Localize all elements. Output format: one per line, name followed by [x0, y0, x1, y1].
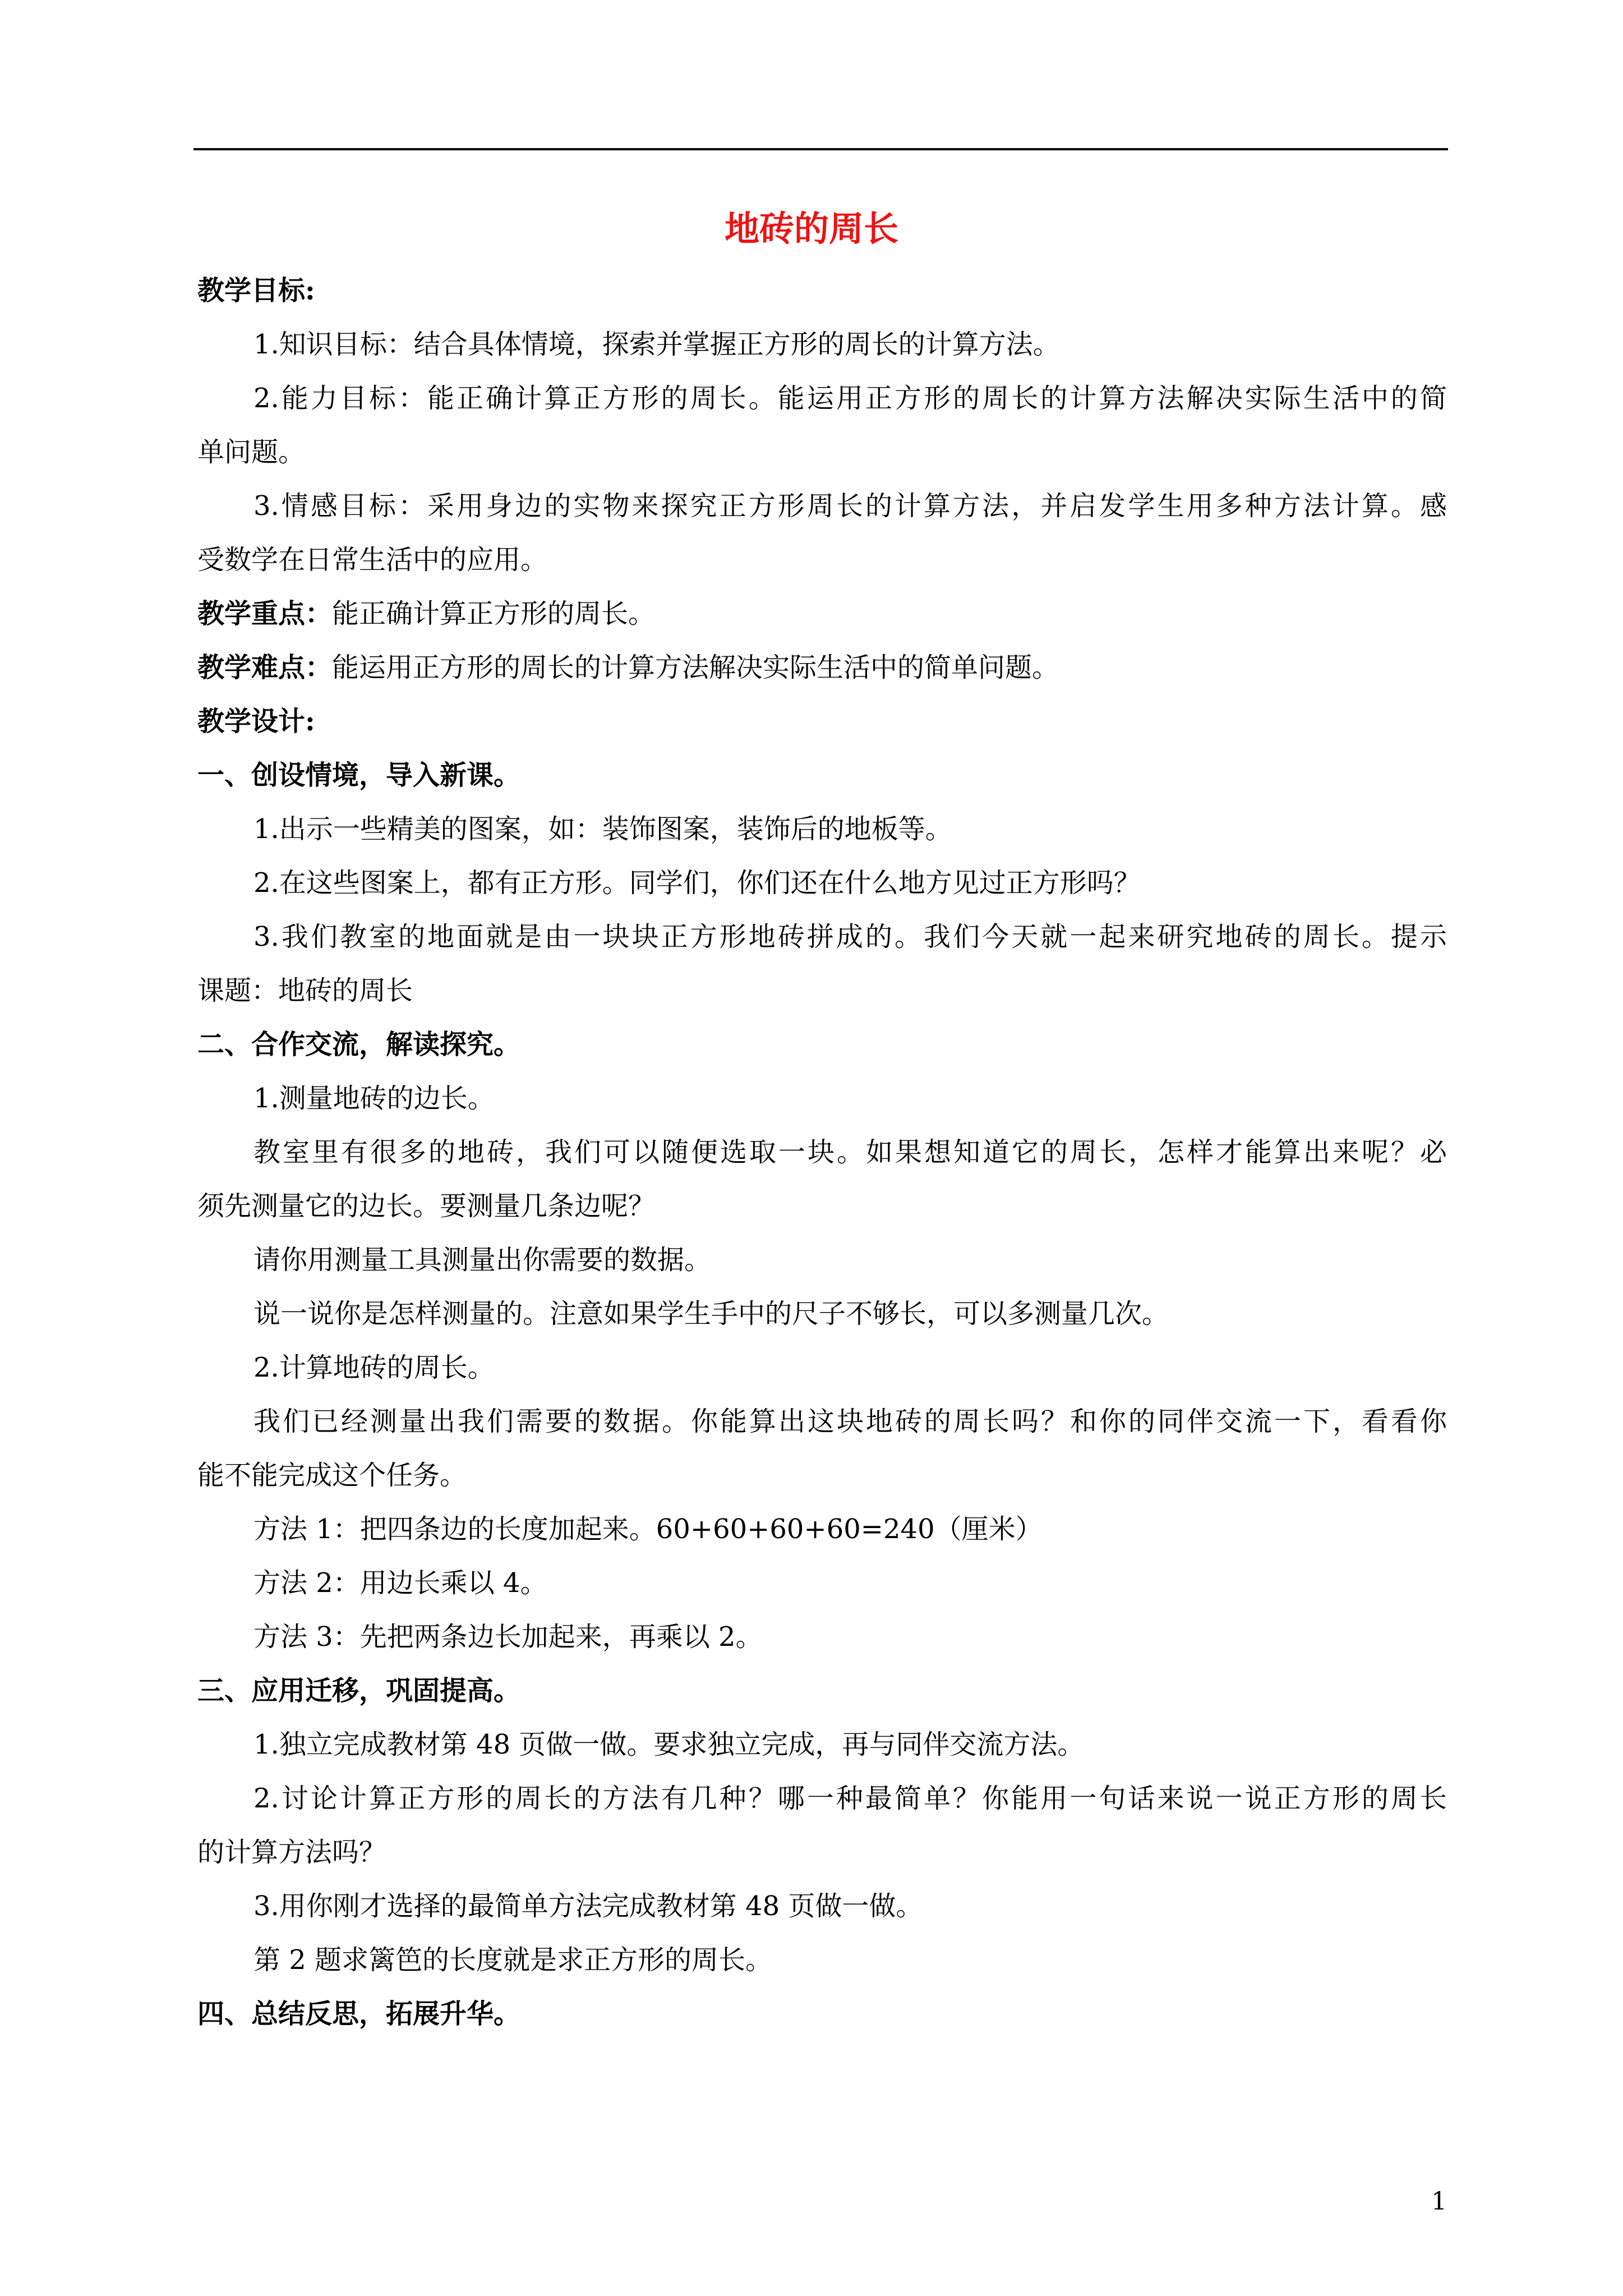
section4-heading: 四、总结反思，拓展升华。 — [197, 1998, 521, 2030]
section1-paragraph-line2: 课题：地砖的周长 — [197, 975, 413, 1006]
section2-paragraph-line2: 能不能完成这个任务。 — [197, 1460, 467, 1491]
objective-ability-line2: 单问题。 — [197, 436, 306, 468]
document-title: 地砖的周长 — [724, 208, 898, 249]
key-point-text: 能正确计算正方形的周长。 — [332, 598, 656, 629]
document-body — [197, 264, 1447, 2041]
objective-knowledge: 1.知识目标：结合具体情境，探索并掌握正方形的周长的计算方法。 — [253, 329, 1060, 360]
section2-paragraph: 说一说你是怎样测量的。注意如果学生手中的尺子不够长，可以多测量几次。 — [253, 1298, 1169, 1329]
difficulty-label: 教学难点： — [197, 652, 333, 683]
section3-paragraph-line1: 2.讨论计算正方形的周长的方法有几种？哪一种最简单？你能用一句话来说一说正方形的周长 — [253, 1783, 1447, 1814]
objectives-heading: 教学目标: — [197, 275, 315, 306]
section2-paragraph-line1: 教室里有很多的地砖，我们可以随便选取一块。如果想知道它的周长，怎样才能算出来呢？必 — [253, 1137, 1447, 1168]
difficulty — [197, 641, 1447, 694]
section2-paragraph: 2.计算地砖的周长。 — [253, 1352, 495, 1383]
difficulty-text: 能运用正方形的周长的计算方法解决实际生活中的简单问题。 — [332, 652, 1059, 683]
section1-paragraph: 1.出示一些精美的图案，如：装饰图案，装饰后的地板等。 — [253, 813, 952, 845]
section2-paragraph-line1: 我们已经测量出我们需要的数据。你能算出这块地砖的周长吗？和你的同伴交流一下，看看你 — [253, 1406, 1447, 1437]
section1-paragraph: 2.在这些图案上，都有正方形。同学们，你们还在什么地方见过正方形吗？ — [253, 867, 1141, 899]
section1-paragraph-line1: 3.我们教室的地面就是由一块块正方形地砖拼成的。我们今天就一起来研究地砖的周长。提示 — [253, 921, 1447, 953]
section3-paragraph: 1.独立完成教材第 48 页做一做。要求独立完成，再与同伴交流方法。 — [253, 1729, 1085, 1760]
key-point — [197, 587, 1447, 641]
objective-emotion-line1: 3.情感目标：采用身边的实物来探究正方形周长的计算方法，并启发学生用多种方法计算。感 — [253, 490, 1447, 522]
method-1: 方法 1：把四条边的长度加起来。60+60+60+60=240（厘米） — [253, 1513, 1043, 1545]
section2-heading: 二、合作交流，解读探究。 — [197, 1029, 521, 1060]
design-heading: 教学设计: — [197, 706, 315, 737]
page-number: 1 — [1431, 2187, 1447, 2216]
header-rule — [193, 148, 1448, 150]
section2-paragraph: 1.测量地砖的边长。 — [253, 1083, 495, 1114]
objective-ability-line1: 2.能力目标：能正确计算正方形的周长。能运用正方形的周长的计算方法解决实际生活中的简 — [253, 383, 1447, 414]
section2-paragraph: 请你用测量工具测量出你需要的数据。 — [253, 1244, 712, 1276]
method-2: 方法 2：用边长乘以 4。 — [253, 1567, 547, 1599]
section2-paragraph-line2: 须先测量它的边长。要测量几条边呢？ — [197, 1190, 656, 1222]
method-3: 方法 3：先把两条边长加起来，再乘以 2。 — [253, 1621, 763, 1653]
objective-emotion-line2: 受数学在日常生活中的应用。 — [197, 544, 548, 576]
section3-paragraph: 3.用你刚才选择的最简单方法完成教材第 48 页做一做。 — [253, 1890, 923, 1922]
section3-heading: 三、应用迁移，巩固提高。 — [197, 1675, 521, 1706]
section1-heading: 一、创设情境，导入新课。 — [197, 760, 521, 791]
section3-paragraph-line2: 的计算方法吗？ — [197, 1837, 386, 1868]
key-point-label: 教学重点： — [197, 598, 333, 629]
section3-paragraph: 第 2 题求篱笆的长度就是求正方形的周长。 — [253, 1944, 773, 1976]
